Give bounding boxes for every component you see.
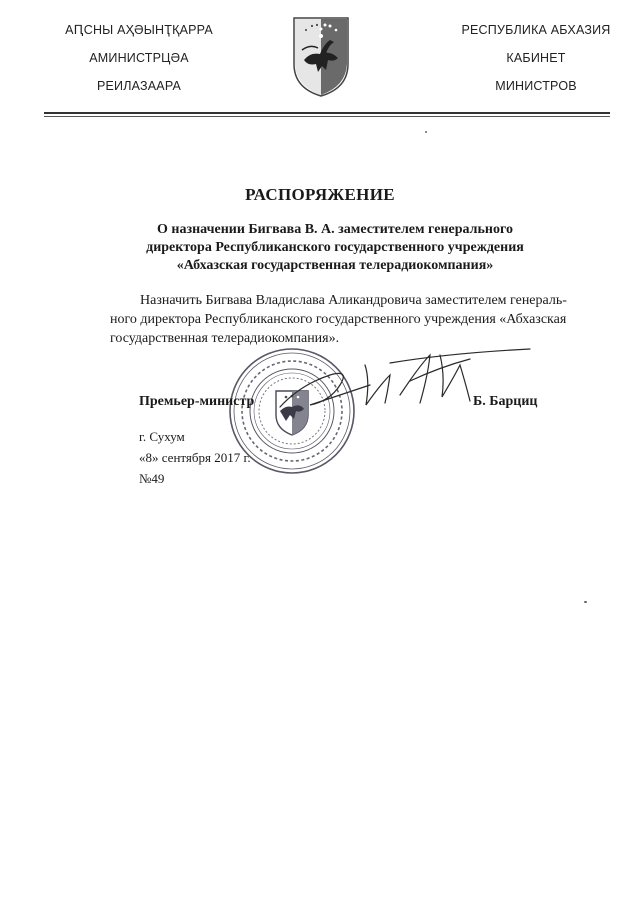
body-line-3: государственная телерадиокомпания». (110, 331, 340, 346)
document-number: №49 (139, 471, 165, 486)
header-divider-top (44, 112, 610, 114)
header-left (44, 22, 234, 106)
header-left-line-3: РЕИЛАЗААРА (96, 79, 182, 93)
document-title: РАСПОРЯЖЕНИЕ (245, 185, 395, 204)
header-right-line-1: РЕСПУБЛИКА АБХАЗИЯ (461, 23, 611, 37)
issue-date: «8» сентября 2017 г. (139, 450, 251, 465)
issue-place: г. Сухум (139, 429, 185, 444)
header-divider-bottom (44, 116, 610, 117)
header-left-line-2: АМИНИСТРЦӘА (89, 51, 189, 65)
scan-speck (425, 131, 427, 133)
header-right-line-2: КАБИНЕТ (506, 51, 566, 65)
subject-line-3: «Абхазская государственная телерадиокомпания» (176, 258, 494, 273)
document-subject (100, 221, 570, 275)
subject-line-2: директора Республиканского государственного учреждения (146, 240, 524, 255)
document-meta (139, 426, 251, 489)
emblem-icon (290, 14, 352, 98)
body-line-2: ного директора Республиканского государственного учреждения «Абхазская (110, 312, 567, 327)
signatory-role: Премьер-министр (139, 394, 255, 409)
signatory-name: Б. Барциц (473, 394, 538, 409)
scan-speck (584, 601, 587, 603)
subject-line-1: О назначении Бигвава В. А. заместителем генерального (157, 222, 513, 237)
header-left-line-1: АԤСНЫ АҲӘЫНҬҚАРРА (65, 23, 213, 37)
header-right (436, 22, 636, 106)
header-right-line-3: МИНИСТРОВ (495, 79, 577, 93)
body-line-1: Назначить Бигвава Владислава Аликандровича заместителем генераль- (140, 293, 567, 308)
handwritten-signature (270, 345, 540, 425)
document-body (110, 291, 590, 348)
